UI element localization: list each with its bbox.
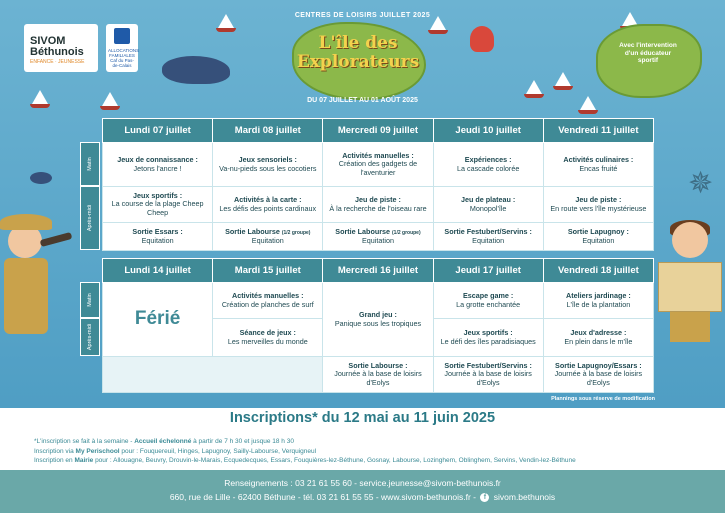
day-header: Jeudi 10 juillet: [433, 119, 543, 143]
activity-cell: Jeu de piste : En route vers l'île mystérieuse: [543, 187, 653, 223]
activity-cell: Jeu de plateau : Monopol'île: [433, 187, 543, 223]
day-header: Lundi 07 juillet: [103, 119, 213, 143]
outing-cell: Sortie Lapugnoy : Equitation: [543, 223, 653, 251]
activity-cell: Activités manuelles : Création de planches de surf: [213, 283, 323, 319]
facebook-link[interactable]: sivom.bethunois: [493, 492, 556, 502]
activity-cell: Grand jeu : Panique sous les tropiques: [323, 283, 433, 357]
day-header: Vendredi 11 juillet: [543, 119, 653, 143]
outing-cell: Sortie Essars : Equitation: [103, 223, 213, 251]
page-title: L'île des Explorateurs: [296, 33, 420, 72]
day-header: Mardi 15 juillet: [213, 259, 323, 283]
side-label-afternoon: Après-midi: [80, 318, 100, 356]
sailboat-icon: [526, 80, 542, 94]
day-header: Vendredi 18 juillet: [543, 259, 653, 283]
whale-icon: [162, 56, 230, 84]
activity-cell: Activités culinaires : Encas fruité: [543, 143, 653, 187]
outing-cell: Sortie Labourse : Journée à la base de loisirs d'Eolys: [323, 357, 433, 393]
registration-details: *L'inscription se fait à la semaine - Accueil échelonné à partir de 7 h 30 et jusque 18 h 30 Inscription via My Perischool pour : Fouquereuil, Hinges, Lapugnoy, Sailly-Labourse, Verquigneul Inscription en Mairie pour : Allouagne, Beuvry, Drouvin-le-Marais, Ecquedecques, Essars, Fouquières-lez-Béthune, Gosnay, Labourse, Lozinghem, Oblinghem, Servins, Vendin-lez-Béthune: [34, 438, 576, 464]
activity-cell: Jeux d'adresse : En plein dans le m'île: [543, 319, 653, 357]
activity-cell: Activités manuelles : Création des gadgets de l'aventurier: [323, 143, 433, 187]
outing-cell: Sortie Labourse (1/2 groupe) Equitation: [213, 223, 323, 251]
week1-table: [102, 118, 654, 251]
plannings-note: Plannings sous réserve de modification: [551, 396, 655, 402]
outing-cell: Sortie Festubert/Servins : Equitation: [433, 223, 543, 251]
sailboat-icon: [555, 72, 571, 86]
octopus-icon: [470, 26, 494, 52]
activity-cell: Jeux sensoriels : Va-nu-pieds sous les cocotiers: [213, 143, 323, 187]
logo-sub: ENFANCE · JEUNESSE: [30, 59, 85, 65]
caf-logo: [106, 24, 138, 72]
day-header: Jeudi 17 juillet: [433, 259, 543, 283]
date-range: DU 07 JUILLET AU 01 AOÛT 2025: [307, 97, 418, 104]
holiday-cell: Férié: [103, 283, 213, 357]
side-label-afternoon: Après-midi: [80, 186, 100, 250]
logo-name: Béthunois: [30, 46, 84, 58]
activity-cell: Ateliers jardinage : L'île de la plantation: [543, 283, 653, 319]
caf-text: ALLOCATIONS FAMILIALES Caf du Pas-de-Calais: [108, 48, 140, 68]
side-label-morning: Matin: [80, 142, 100, 186]
educator-note: Avec l'intervention d'un éducateur sportif: [619, 42, 677, 64]
activity-cell: Expériences : La cascade colorée: [433, 143, 543, 187]
footer-contact: Renseignements : 03 21 61 55 60 - service.jeunesse@sivom-bethunois.fr: [224, 478, 501, 488]
day-header: Lundi 14 juillet: [103, 259, 213, 283]
compass-icon: ✵: [688, 167, 714, 200]
side-label-morning: Matin: [80, 282, 100, 318]
activity-cell: Séance de jeux : Les merveilles du monde: [213, 319, 323, 357]
empty-cell: [103, 357, 323, 393]
explorer-kid-right: [658, 222, 725, 342]
footer-address: 660, rue de Lille - 62400 Béthune - tél. 03 21 61 55 55 - www.sivom-bethunois.fr - f sivom.bethunois: [169, 492, 556, 502]
activity-cell: Activités à la carte : Les défis des points cardinaux: [213, 187, 323, 223]
activity-cell: Jeux sportifs : La course de la plage Cheep Cheep: [103, 187, 213, 223]
explorer-kid-left: [0, 214, 72, 334]
facebook-icon: f: [480, 493, 489, 502]
activity-cell: Jeux sportifs : Le défi des îles paradisiaques: [433, 319, 543, 357]
day-header: Mercredi 16 juillet: [323, 259, 433, 283]
outing-cell: Sortie Lapugnoy/Essars : Journée à la base de loisirs d'Eolys: [543, 357, 653, 393]
top-title: CENTRES DE LOISIRS JUILLET 2025: [294, 12, 431, 19]
day-header: Mercredi 09 juillet: [323, 119, 433, 143]
activity-cell: Escape game : La grotte enchantée: [433, 283, 543, 319]
outing-cell: Sortie Labourse (1/2 groupe) Equitation: [323, 223, 433, 251]
registration-title: Inscriptions* du 12 mai au 11 juin 2025: [229, 410, 496, 426]
week2-table: [102, 258, 654, 393]
whale-icon: [30, 172, 52, 184]
day-header: Mardi 08 juillet: [213, 119, 323, 143]
outing-cell: Sortie Festubert/Servins : Journée à la base de loisirs d'Eolys: [433, 357, 543, 393]
activity-cell: Jeux de connaissance : Jetons l'ancre !: [103, 143, 213, 187]
logo-main: SIVOM: [30, 35, 66, 47]
activity-cell: Jeu de piste : À la recherche de l'oiseau rare: [323, 187, 433, 223]
sivom-logo: [24, 24, 98, 72]
